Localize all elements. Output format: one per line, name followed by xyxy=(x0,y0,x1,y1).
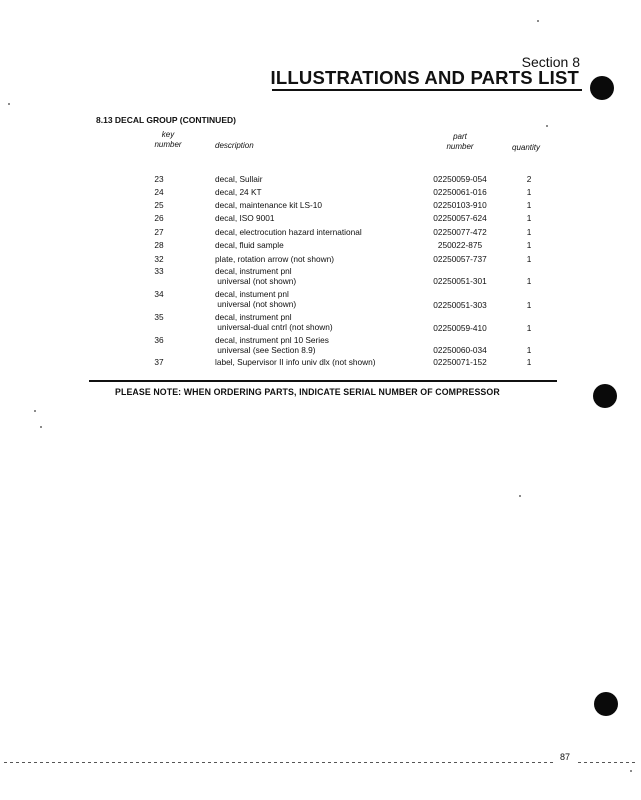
footer-dashed-rule xyxy=(4,762,556,763)
description-line: universal (see Section 8.9) xyxy=(215,345,316,355)
description-line: decal, instrument pnl xyxy=(215,312,292,322)
description-cell xyxy=(215,357,376,367)
part-number-cell: 02250060-034 xyxy=(433,345,487,355)
description-line: label, Supervisor II info univ dlx (not shown) xyxy=(215,357,376,367)
description-line: decal, maintenance kit LS-10 xyxy=(215,200,323,210)
description-cell xyxy=(215,312,333,332)
scan-speck xyxy=(34,410,36,412)
description-cell xyxy=(215,200,322,210)
part-number-cell: 02250051-301 xyxy=(433,276,487,286)
part-header-line1: part xyxy=(453,132,467,141)
description-line: decal, Sullair xyxy=(215,174,263,184)
section-label: Section 8 xyxy=(521,54,580,70)
quantity-cell: 1 xyxy=(526,254,532,264)
description-cell xyxy=(215,266,296,286)
footer-dashed-rule-right xyxy=(578,762,636,763)
part-number-cell: 02250059-410 xyxy=(433,323,487,333)
binder-hole-top xyxy=(590,76,614,100)
part-number-cell: 02250051-303 xyxy=(433,300,487,310)
part-number-cell: 250022-875 xyxy=(437,240,483,250)
description-line: decal, instument pnl xyxy=(215,289,289,299)
description-header: description xyxy=(215,141,254,150)
binder-hole-bottom xyxy=(594,692,618,716)
quantity-cell: 1 xyxy=(526,345,532,355)
ordering-note: PLEASE NOTE: WHEN ORDERING PARTS, INDICATE SERIAL NUMBER OF COMPRESSOR xyxy=(115,387,500,397)
quantity-cell: 1 xyxy=(526,276,532,286)
quantity-header: quantity xyxy=(512,143,541,152)
description-cell xyxy=(215,289,296,309)
key-number-cell: 34 xyxy=(154,289,164,299)
key-header-line1: key xyxy=(161,130,175,139)
description-line: decal, electrocution hazard international xyxy=(215,227,362,237)
description-cell xyxy=(215,187,262,197)
description-line: plate, rotation arrow (not shown) xyxy=(215,254,334,264)
key-number-cell: 32 xyxy=(154,254,164,264)
scan-speck xyxy=(519,495,521,497)
description-cell xyxy=(215,240,284,250)
key-number-cell: 33 xyxy=(154,266,164,276)
part-number-cell: 02250077-472 xyxy=(433,227,487,237)
description-cell xyxy=(215,254,334,264)
description-line: decal, 24 KT xyxy=(215,187,262,197)
key-number-cell: 35 xyxy=(154,312,164,322)
key-number-cell: 23 xyxy=(154,174,164,184)
title-rule xyxy=(272,89,582,91)
description-cell xyxy=(215,174,263,184)
key-number-cell: 37 xyxy=(154,357,164,367)
quantity-cell: 1 xyxy=(526,187,532,197)
part-number-cell: 02250061-016 xyxy=(433,187,487,197)
part-number-header xyxy=(438,132,482,152)
scan-speck xyxy=(40,426,42,428)
description-line: decal, fluid sample xyxy=(215,240,284,250)
description-line: universal (not shown) xyxy=(215,299,297,309)
description-line: universal (not shown) xyxy=(215,276,297,286)
key-number-cell: 27 xyxy=(154,227,164,237)
description-cell xyxy=(215,335,329,355)
key-header-line2: number xyxy=(154,140,182,149)
quantity-cell: 1 xyxy=(526,227,532,237)
description-line: universal-dual cntrl (not shown) xyxy=(215,322,333,332)
key-number-header xyxy=(146,130,190,150)
quantity-cell: 1 xyxy=(526,323,532,333)
part-number-cell: 02250059-054 xyxy=(433,174,487,184)
scan-speck xyxy=(537,20,539,22)
quantity-cell: 2 xyxy=(526,174,532,184)
quantity-cell: 1 xyxy=(526,300,532,310)
binder-hole-middle xyxy=(593,384,617,408)
key-number-cell: 25 xyxy=(154,200,164,210)
description-cell xyxy=(215,227,362,237)
part-number-cell: 02250103-910 xyxy=(433,200,487,210)
key-number-cell: 24 xyxy=(154,187,164,197)
key-number-cell: 26 xyxy=(154,213,164,223)
key-number-cell: 28 xyxy=(154,240,164,250)
description-line: decal, instrument pnl 10 Series xyxy=(215,335,329,345)
page-title: ILLUSTRATIONS AND PARTS LIST xyxy=(270,67,579,88)
key-number-cell: 36 xyxy=(154,335,164,345)
description-line: decal, instrument pnl xyxy=(215,266,292,276)
scan-speck xyxy=(546,125,548,127)
table-bottom-rule xyxy=(89,380,557,382)
part-number-cell: 02250057-737 xyxy=(433,254,487,264)
description-line: decal, ISO 9001 xyxy=(215,213,275,223)
quantity-cell: 1 xyxy=(526,213,532,223)
quantity-cell: 1 xyxy=(526,200,532,210)
scan-speck xyxy=(630,770,632,772)
group-title: 8.13 DECAL GROUP (CONTINUED) xyxy=(96,115,236,125)
part-header-line2: number xyxy=(446,142,474,151)
quantity-cell: 1 xyxy=(526,240,532,250)
page-number: 87 xyxy=(560,752,571,762)
description-cell xyxy=(215,213,275,223)
part-number-cell: 02250057-624 xyxy=(433,213,487,223)
quantity-cell: 1 xyxy=(526,357,532,367)
scan-speck xyxy=(8,103,10,105)
part-number-cell: 02250071-152 xyxy=(433,357,487,367)
